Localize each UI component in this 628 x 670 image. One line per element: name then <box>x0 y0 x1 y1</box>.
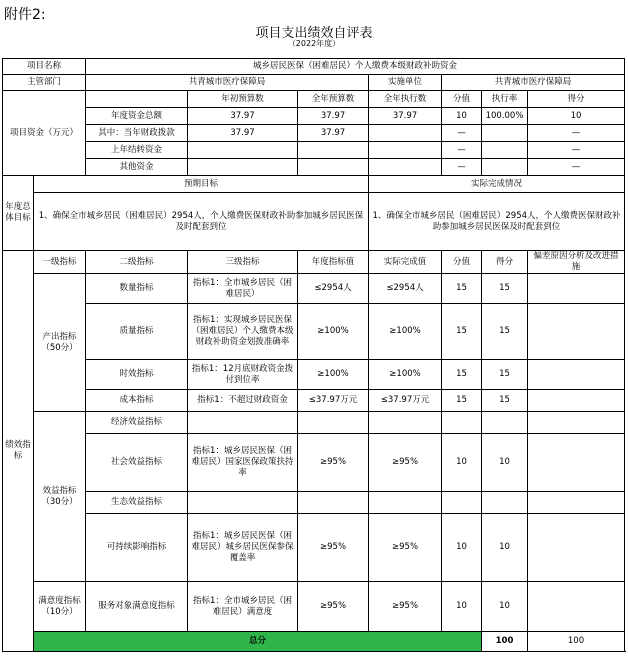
col-actual-value: 实际完成值 <box>369 251 442 274</box>
fund-rate <box>482 125 528 142</box>
col-score: 分值 <box>442 251 482 274</box>
indicator-score: 15 <box>442 390 482 412</box>
fund-exec <box>369 125 442 142</box>
indicator-l3: 指标1：城乡居民医保（困难居民）国家医保政策扶持率 <box>188 434 298 492</box>
indicator-target: ≥95% <box>298 514 369 582</box>
fund-initial: 37.97 <box>188 108 298 125</box>
indicator-reason <box>528 274 625 304</box>
indicator-target: ≤2954人 <box>298 274 369 304</box>
indicator-l2: 经济效益指标 <box>86 412 188 434</box>
indicator-points: 15 <box>482 274 528 304</box>
indicator-score: 15 <box>442 360 482 390</box>
indicator-target: ≥100% <box>298 360 369 390</box>
performance-indicators-label: 绩效指标 <box>3 251 34 652</box>
fund-score: — <box>442 142 482 159</box>
expected-goal-text: 1、确保全市城乡居民（困难居民）2954人，个人缴费医保财政补助参加城乡居民医保及时配套到位 <box>34 193 369 251</box>
indicator-reason <box>528 412 625 434</box>
fund-exec <box>369 159 442 176</box>
fund-points: — <box>528 159 625 176</box>
year-label: （2022年度） <box>287 39 341 48</box>
indicator-target: ≥95% <box>298 434 369 492</box>
indicator-score: 15 <box>442 274 482 304</box>
indicator-target: ≤37.97万元 <box>298 390 369 412</box>
indicator-actual <box>369 412 442 434</box>
fund-initial <box>188 142 298 159</box>
impl-label: 实施单位 <box>369 75 442 91</box>
fund-initial <box>188 159 298 176</box>
indicator-score: 10 <box>442 514 482 582</box>
indicator-l3 <box>188 412 298 434</box>
fund-rate: 100.00% <box>482 108 528 125</box>
col-execution: 全年执行数 <box>369 91 442 108</box>
indicator-l2: 服务对象满意度指标 <box>86 582 188 632</box>
fund-full: 37.97 <box>298 108 369 125</box>
indicator-points: 15 <box>482 390 528 412</box>
indicator-actual: ≥95% <box>369 434 442 492</box>
annual-goal-label: 年度总体目标 <box>3 176 34 251</box>
indicator-l2: 数量指标 <box>86 274 188 304</box>
indicator-l2: 可持续影响指标 <box>86 514 188 582</box>
indicator-l3: 指标1：全市城乡居民（困难居民） <box>188 274 298 304</box>
indicator-points: 15 <box>482 360 528 390</box>
indicator-score <box>442 412 482 434</box>
col-points: 得分 <box>528 91 625 108</box>
funds-label: 项目资金（万元） <box>3 91 86 176</box>
indicator-score: 15 <box>442 304 482 360</box>
total-label: 总分 <box>34 632 482 652</box>
fund-points: 10 <box>528 108 625 125</box>
impl-value: 共青城市医疗保障局 <box>442 75 625 91</box>
indicator-reason <box>528 514 625 582</box>
indicator-points: 15 <box>482 304 528 360</box>
fund-full <box>298 142 369 159</box>
fund-row-name: 其中：当年财政拨款 <box>86 125 188 142</box>
indicator-reason <box>528 360 625 390</box>
col-score: 分值 <box>442 91 482 108</box>
fund-row-name: 上年结转资金 <box>86 142 188 159</box>
annex-label: 附件2: <box>4 7 46 23</box>
indicator-l3: 指标1：全市城乡居民（困难居民）满意度 <box>188 582 298 632</box>
indicator-reason <box>528 304 625 360</box>
indicator-points: 10 <box>482 582 528 632</box>
indicator-points: 10 <box>482 434 528 492</box>
col-level3: 三级指标 <box>188 251 298 274</box>
col-exec-rate: 执行率 <box>482 91 528 108</box>
fund-rate <box>482 159 528 176</box>
indicator-points <box>482 492 528 514</box>
effect-indicators-group: 效益指标（30分） <box>34 412 86 582</box>
indicator-reason <box>528 434 625 492</box>
indicator-target <box>298 412 369 434</box>
indicator-reason <box>528 390 625 412</box>
indicator-reason <box>528 582 625 632</box>
indicator-points <box>482 412 528 434</box>
actual-result-header: 实际完成情况 <box>369 176 625 193</box>
fund-exec: 37.97 <box>369 108 442 125</box>
indicator-actual: ≥100% <box>369 304 442 360</box>
indicator-target: ≥100% <box>298 304 369 360</box>
col-initial-budget: 年初预算数 <box>188 91 298 108</box>
total-points: 100 <box>528 632 625 652</box>
indicator-actual: ≥100% <box>369 360 442 390</box>
indicator-l3 <box>188 492 298 514</box>
indicator-actual <box>369 492 442 514</box>
indicator-l2: 社会效益指标 <box>86 434 188 492</box>
fund-row-name: 年度资金总额 <box>86 108 188 125</box>
fund-score: 10 <box>442 108 482 125</box>
fund-exec <box>369 142 442 159</box>
col-annual-target: 年度指标值 <box>298 251 369 274</box>
dept-value: 共青城市医疗保障局 <box>86 75 369 91</box>
indicator-actual: ≥95% <box>369 582 442 632</box>
indicator-score <box>442 492 482 514</box>
indicator-l3: 指标1：城乡居民医保（困难居民）城乡居民医保参保覆盖率 <box>188 514 298 582</box>
fund-full: 37.97 <box>298 125 369 142</box>
indicator-actual: ≤37.97万元 <box>369 390 442 412</box>
self-evaluation-table <box>2 58 625 652</box>
indicator-reason <box>528 492 625 514</box>
fund-points: — <box>528 142 625 159</box>
col-level2: 二级指标 <box>86 251 188 274</box>
indicator-points: 10 <box>482 514 528 582</box>
total-score: 100 <box>482 632 528 652</box>
indicator-score: 10 <box>442 434 482 492</box>
funds-blank <box>86 91 188 108</box>
fund-score: — <box>442 159 482 176</box>
indicator-target <box>298 492 369 514</box>
fund-row-name: 其他资金 <box>86 159 188 176</box>
indicator-score: 10 <box>442 582 482 632</box>
output-indicators-group: 产出指标（50分） <box>34 274 86 412</box>
indicator-l3: 指标1：12月底财政资金拨付到位率 <box>188 360 298 390</box>
indicator-l3: 指标1：实现城乡居民医保（困难居民）个人缴费本级财政补助资金划拨准确率 <box>188 304 298 360</box>
indicator-actual: ≥95% <box>369 514 442 582</box>
dept-label: 主管部门 <box>3 75 86 91</box>
indicator-actual: ≤2954人 <box>369 274 442 304</box>
indicator-l2: 成本指标 <box>86 390 188 412</box>
satisfaction-indicators-group: 满意度指标（10分） <box>34 582 86 632</box>
indicator-l2: 生态效益指标 <box>86 492 188 514</box>
fund-initial: 37.97 <box>188 125 298 142</box>
indicator-l3: 指标1：不超过财政资金 <box>188 390 298 412</box>
col-level1: 一级指标 <box>34 251 86 274</box>
indicator-l2: 时效指标 <box>86 360 188 390</box>
fund-rate <box>482 142 528 159</box>
fund-full <box>298 159 369 176</box>
expected-goal-header: 预期目标 <box>34 176 369 193</box>
indicator-target: ≥95% <box>298 582 369 632</box>
page-title: 项目支出绩效自评表 <box>255 26 373 41</box>
actual-result-text: 1、确保全市城乡居民（困难居民）2954人，个人缴费医保财政补助参加城乡居民医保及时配套到位 <box>369 193 625 251</box>
project-name: 城乡居民医保（困难居民）个人缴费本级财政补助资金 <box>86 59 625 75</box>
fund-score: — <box>442 125 482 142</box>
col-points: 得分 <box>482 251 528 274</box>
col-deviation-reason: 偏差原因分析及改进措施 <box>528 251 625 274</box>
fund-points: — <box>528 125 625 142</box>
project-name-label: 项目名称 <box>3 59 86 75</box>
col-full-budget: 全年预算数 <box>298 91 369 108</box>
indicator-l2: 质量指标 <box>86 304 188 360</box>
